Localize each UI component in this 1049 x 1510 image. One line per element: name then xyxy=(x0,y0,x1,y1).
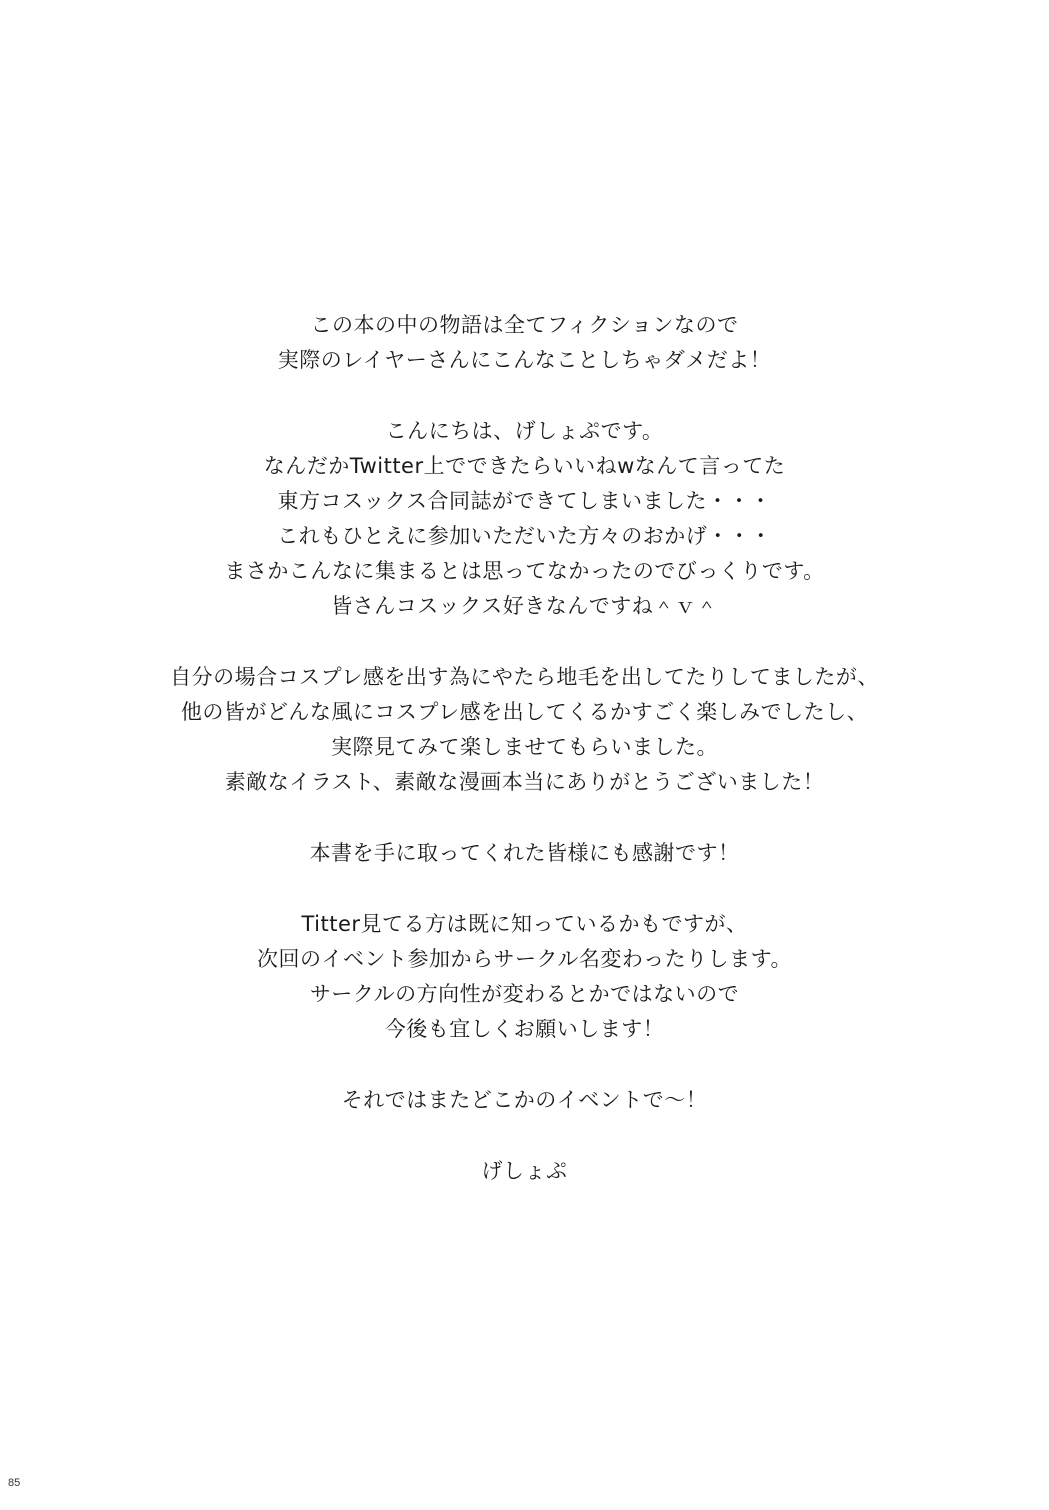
author-signature: げしょぷ xyxy=(481,1159,568,1183)
text-line: 本書を手に取ってくれた皆様にも感謝です！ xyxy=(309,841,740,865)
text-line: 素敵なイラスト、素敵な漫画本当にありがとうございました！ xyxy=(224,770,825,794)
text-line: こんにちは、げしょぷです。 xyxy=(385,419,664,443)
text-line: 実際のレイヤーさんにこんなことしちゃダメだよ！ xyxy=(277,348,772,372)
text-line: Titter見てる方は既に知っているかもですが、 xyxy=(301,912,748,936)
text-line: まさかこんなに集まるとは思ってなかったのでびっくりです。 xyxy=(224,559,825,583)
page-number: 85 xyxy=(8,1477,21,1489)
paragraph-farewell xyxy=(0,1083,1049,1118)
paragraph-greeting xyxy=(0,414,1049,624)
text-line: サークルの方向性が変わるとかではないので xyxy=(309,982,740,1006)
text-line: 東方コスックス合同誌ができてしまいました・・・ xyxy=(277,489,772,513)
afterword-text xyxy=(0,308,1049,1225)
text-line: 次回のイベント参加からサークル名変わったりします。 xyxy=(257,947,792,971)
text-line: それではまたどこかのイベントで～！ xyxy=(341,1088,708,1112)
paragraph-thanks-readers xyxy=(0,836,1049,871)
text-line: 皆さんコスックス好きなんですね＾ｖ＾ xyxy=(331,594,718,618)
paragraph-circle-name xyxy=(0,907,1049,1047)
text-line: 今後も宜しくお願いします！ xyxy=(384,1017,665,1041)
text-line: これもひとえに参加いただいた方々のおかげ・・・ xyxy=(277,524,772,548)
text-line: なんだかTwitter上でできたらいいねwなんて言ってた xyxy=(263,454,786,478)
paragraph-signature xyxy=(0,1154,1049,1189)
text-line: 実際見てみて楽しませてもらいました。 xyxy=(331,735,718,759)
paragraph-thanks-contributors xyxy=(0,660,1049,800)
text-line: 自分の場合コスプレ感を出す為にやたら地毛を出してたりしてましたが、 xyxy=(170,665,879,689)
paragraph-disclaimer xyxy=(0,308,1049,378)
text-line: この本の中の物語は全てフィクションなので xyxy=(310,313,739,337)
text-line: 他の皆がどんな風にコスプレ感を出してくるかすごく楽しみでしたし、 xyxy=(180,700,869,724)
